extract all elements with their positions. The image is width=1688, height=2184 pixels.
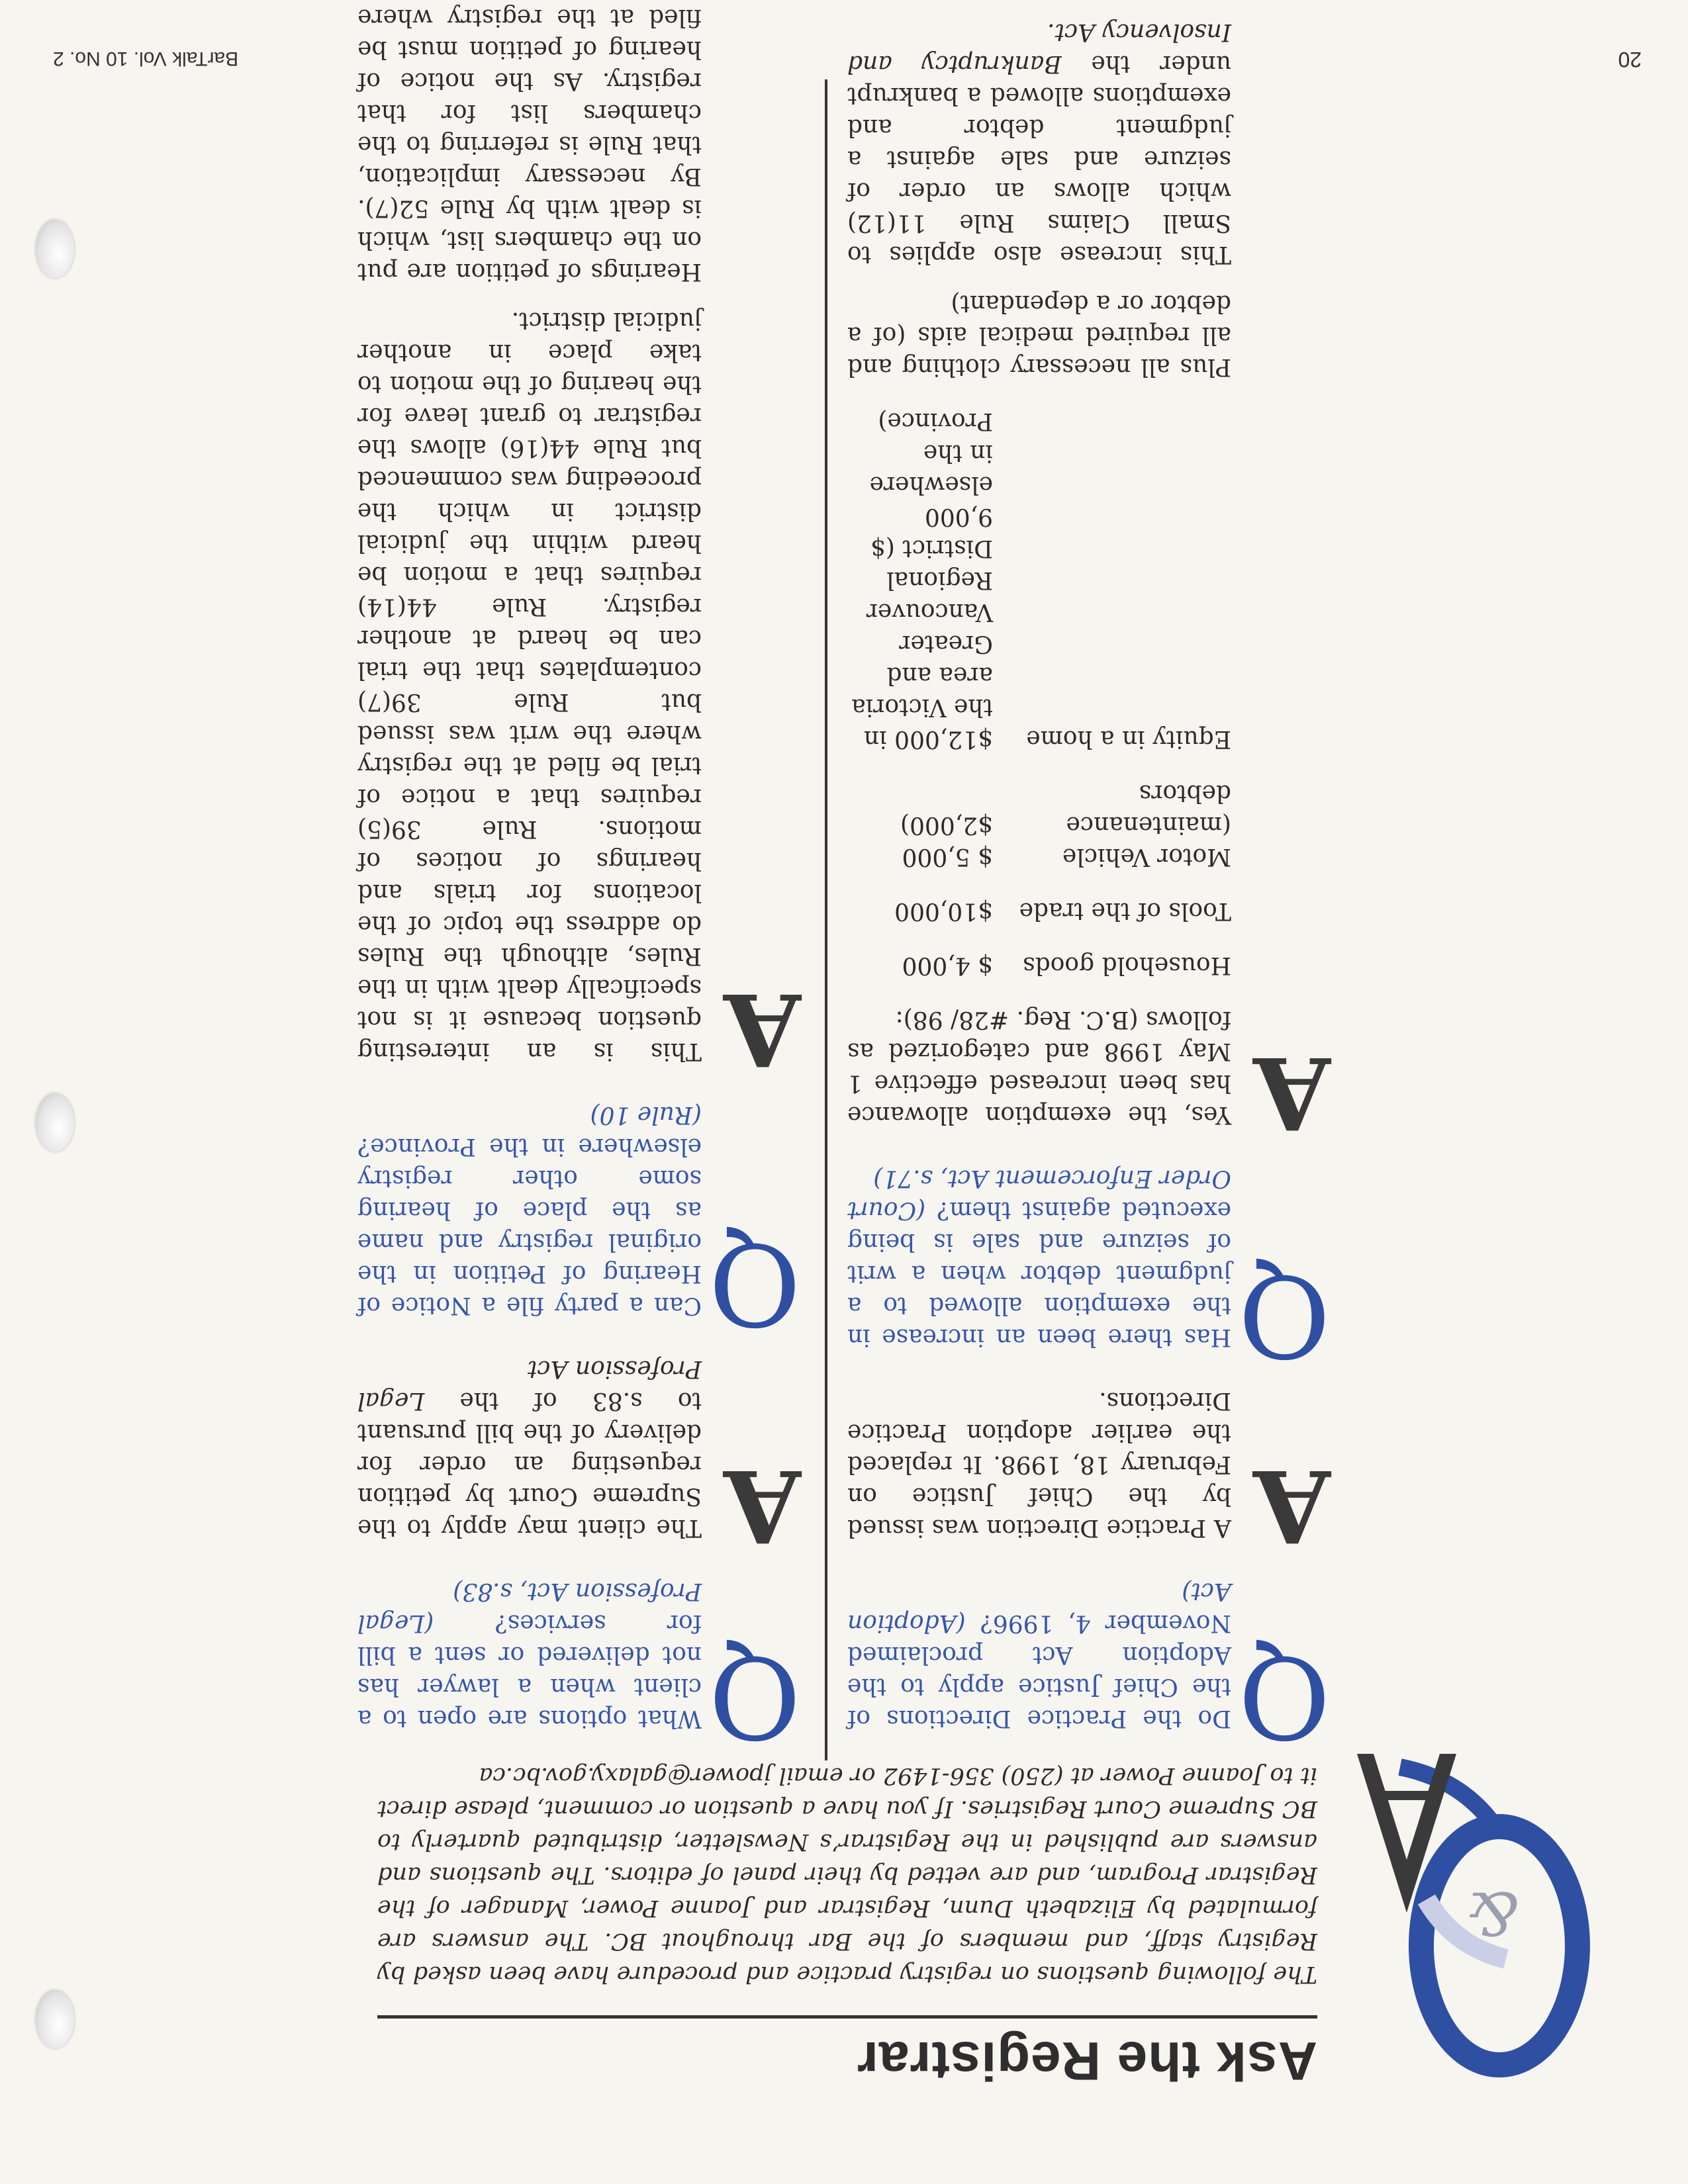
left-column <box>847 0 1331 1762</box>
svg-text:&: & <box>1466 1878 1519 1948</box>
question-text: Do the Practice Directions of the Chief Justice apply to the Adoption Act proclaimed November 4, 1996? (Adoption Act) <box>847 1578 1231 1732</box>
binder-hole <box>36 1093 74 1152</box>
a-letter: A <box>724 971 801 1087</box>
binder-hole <box>36 220 74 278</box>
question-ref: (Court Order Enforcement Act, s.71) <box>847 1165 1231 1224</box>
table-row: Tools of the trade $10,000 <box>894 897 1231 925</box>
question-ref: (Legal Profession Act, s.83) <box>357 1578 702 1637</box>
right-column <box>357 0 801 1762</box>
answer-paragraph: Hearings of petition are put on the chambers list, which is dealt with by Rule 52(7). By necessary implication, that Rule is referring to the chambers list for that registry. As the notice of hearing of petition must be filed at the registry where <box>357 4 702 285</box>
answer-text: The client may apply to the Supreme Court by petition requesting an order for delivery of the bill pursuant to s.83 of the Legal Profession Act <box>357 1355 702 1541</box>
a-letter: A <box>724 1447 801 1564</box>
answer-block <box>847 1385 1331 1564</box>
question-ref: (Adoption Act) <box>847 1578 1231 1637</box>
answer-text: A Practice Direction was issued by the Chief Justice on February 18, 1998. It replaced the earlier adoption Practice Directions. <box>847 1387 1231 1541</box>
q-letter: Q <box>708 1218 801 1349</box>
question-block <box>847 1162 1331 1381</box>
page-number: 20 <box>1618 48 1642 71</box>
question-block <box>357 1099 801 1349</box>
question-text: Has there been an increase in the exemption allowed to a judgment debtor when a writ of seizure and sale is being executed against them? (Court Order Enforcement Act, s.71) <box>847 1165 1231 1351</box>
table-row: Motor Vehicle $ 5,000 <box>902 843 1231 870</box>
q-letter: Q <box>1238 1631 1331 1762</box>
exemption-table <box>847 405 1231 981</box>
question-text: Can a party file a Notice of Hearing of Petition in the original registry and name as the place of hearing some other registry elsewhere in the Province? (Rule 10) <box>357 1101 702 1319</box>
question-block <box>357 1575 801 1762</box>
q-letter: Q <box>708 1631 801 1762</box>
a-letter: A <box>1253 1447 1331 1564</box>
title-divider <box>377 2015 1317 2019</box>
q-letter: Q <box>1238 1250 1331 1381</box>
question-text: What options are open to a client when a lawyer has not delivered or sent a bill for services? (Legal Profession Act, s.83) <box>357 1578 702 1732</box>
publication-footer: BarTalk Vol. 10 No. 2 <box>53 48 239 69</box>
table-row: Equity in a home $12,000 in the Victoria area and Greater Vancouver Regional District ($ 9,000 elsewhere in the Province) <box>851 408 1231 752</box>
answer-block <box>357 0 801 1087</box>
answer-block <box>357 1353 801 1564</box>
page-title: Ask the Registrar <box>856 2030 1317 2091</box>
binder-hole <box>36 1990 74 2048</box>
qa-logo-icon <box>1347 1741 1599 2111</box>
question-block <box>847 1575 1331 1762</box>
answer-block <box>847 16 1331 1151</box>
table-row: (maintenance debtors $2,000) <box>900 780 1231 839</box>
intro-paragraph: The following questions on registry practice and procedure have been asked by Registry staff, and members of the Bar throughout BC. The answers are formulated by Elizabeth Dunn, Registrar and Joanne Power, Manager of the Registrar Program, and are vetted by their panel of editors. The questions and answers are published in the Registrar’s Newsletter, distributed quarterly to BC Supreme Court Registries. If you have a question or comment, please direct it to Joanne Power at (250) 356-1492 or email jpower@galaxy.gov.bc.ca <box>377 1762 1317 1987</box>
answer-text: This is an interesting question because it is not specifically dealt with in the Rules, although the Rules do address the topic of the locations for trials and hearings of notices of motions. Rule 39(5) requires that a notice of trial be filed at the registry where the writ was issued but Rule 39(7) contemplates that the trial can be heard at another registry. Rule 44(14) requires that a motion be heard within the judicial district in which the proceeding was commenced but Rule 44(16) allows the registrar to grant leave for the hearing of the motion to take place in another judicial district. <box>357 307 702 1065</box>
table-row: Household goods $ 4,000 <box>902 952 1231 979</box>
answer-text: Yes, the exemption allowance has been increased effective 1 May 1998 and categorized as follows (B.C. Reg. #28/ 98): <box>847 1006 1231 1128</box>
question-ref: (Rule 10) <box>590 1101 702 1128</box>
a-letter: A <box>1253 1034 1331 1151</box>
column-divider <box>825 79 827 1760</box>
small-claims-paragraph: This increase also applies to Small Claims Rule 11(12) which allows an order of seizure and sale against a judgment debtor and exemptions allowed a bankrupt under the Bankruptcy and Insolvency Act. <box>847 19 1231 268</box>
plus-paragraph: Plus all necessary clothing and all required medical aids (of a debtor or a dependant) <box>847 290 1231 381</box>
